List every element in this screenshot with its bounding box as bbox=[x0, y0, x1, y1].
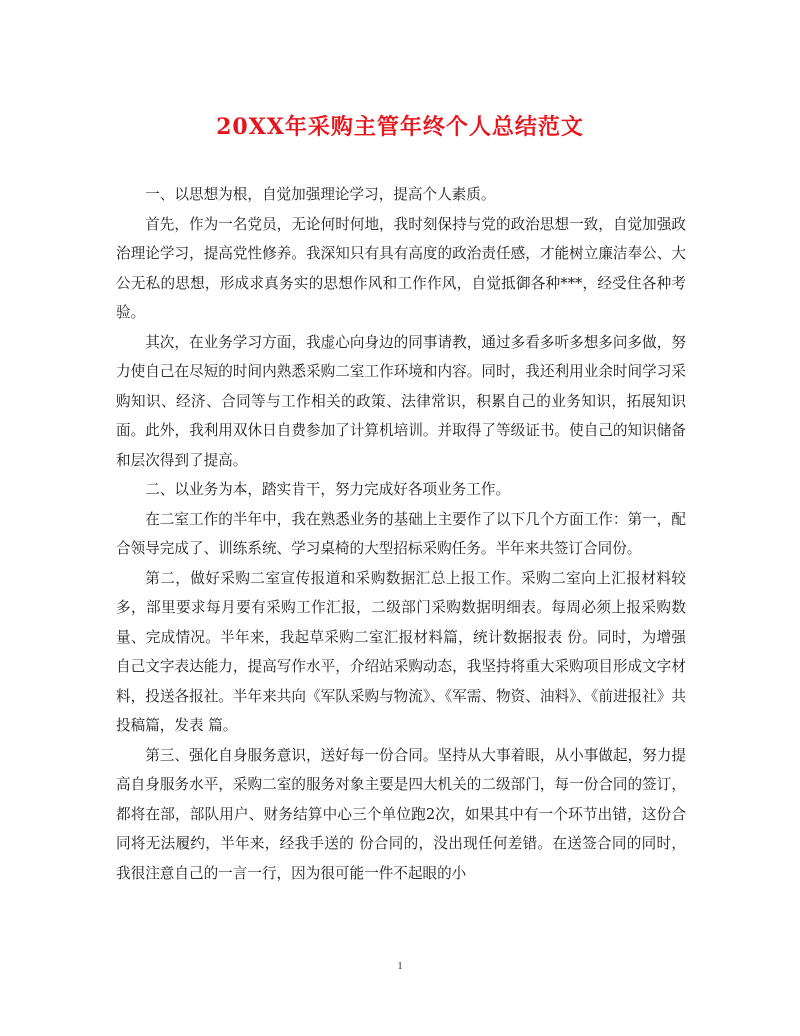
paragraph: 第三、强化自身服务意识，送好每一份合同。坚持从大事着眼，从小事做起，努力提高自身服务水平，采购二室的服务对象主要是四大机关的二级部门，每一份合同的签订，都将在部，部队用户、财务结算中心三个单位跑2次，如果其中有一个环节出错，这份合同将无法履约，半年来，经我手送的 份合同的，没出现任何差错。在送签合同的同时，我很注意自己的一言一行，因为很可能一件不起眼的小 bbox=[116, 746, 686, 882]
paragraph: 一、以思想为根，自觉加强理论学习，提高个人素质。 bbox=[145, 186, 496, 203]
page-number: 1 bbox=[397, 960, 403, 972]
paragraph: 二、以业务为本，踏实肯干，努力完成好各项业务工作。 bbox=[145, 481, 511, 498]
document-title: 20XX年采购主管年终个人总结范文 bbox=[216, 114, 584, 140]
paragraph: 第二，做好采购二室宣传报道和采购数据汇总上报工作。采购二室向上汇报材料较多，部里要求每月要有采购工作汇报，二级部门采购数据明细表。每周必须上报采购数量、完成情况。半年来，我起草采购二室汇报材料篇，统计数据报表 份。同时，为增强自己文字表达能力，提高写作水平，介绍站采购动态，我坚持将重大采购项目形成文字材料，投送各报社。半年来共向《军队采购与物流》、《军需、物资、油料》、《前进报社》共投稿篇，发表 篇。 bbox=[116, 569, 686, 734]
paragraph: 在二室工作的半年中，我在熟悉业务的基础上主要作了以下几个方面工作：第一，配合领导完成了、训练系统、学习桌椅的大型招标采购任务。半年来共签订合同份。 bbox=[116, 510, 686, 557]
paragraph: 其次，在业务学习方面，我虚心向身边的同事请教，通过多看多听多想多问多做，努力使自己在尽短的时间内熟悉采购二室工作环境和内容。同时，我还利用业余时间学习采购知识、经济、合同等与工作相关的政策、法律常识，积累自己的业务知识，拓展知识面。此外，我利用双休日自费参加了计算机培训。并取得了等级证书。使自己的知识储备和层次得到了提高。 bbox=[116, 333, 686, 469]
document-body bbox=[116, 180, 686, 888]
paragraph: 首先，作为一名党员，无论何时何地，我时刻保持与党的政治思想一致，自觉加强政治理论学习，提高党性修养。我深知只有具有高度的政治责任感，才能树立廉洁奉公、大公无私的思想，形成求真务实的思想作风和工作作风，自觉抵御各种***，经受住各种考验。 bbox=[116, 215, 686, 321]
